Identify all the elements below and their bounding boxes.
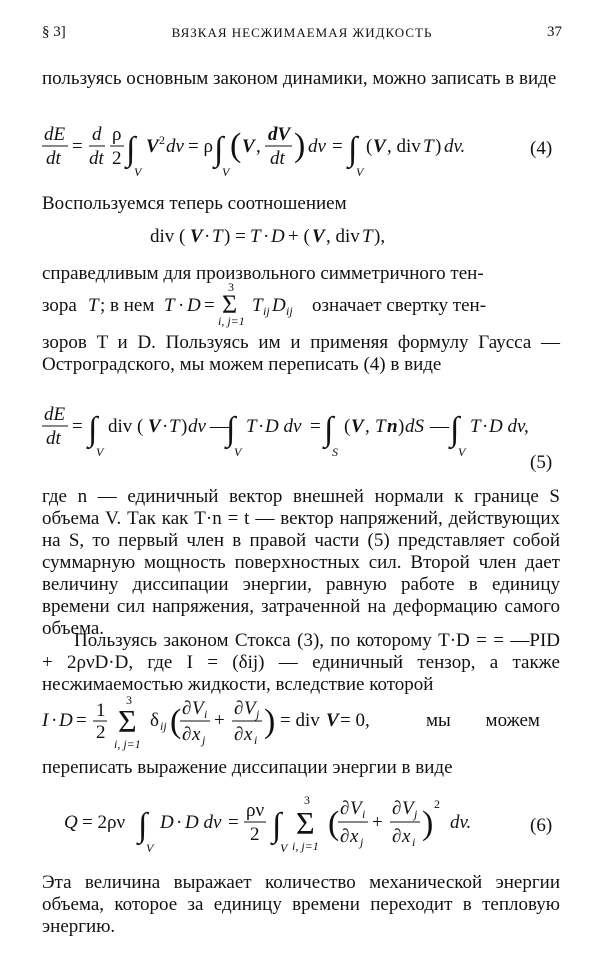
svg-text:=: = (72, 136, 83, 157)
svg-text:dt: dt (270, 148, 285, 169)
svg-text:dv.: dv. (450, 812, 472, 833)
svg-text:Σ: Σ (296, 805, 315, 841)
svg-text:+: + (214, 710, 225, 731)
svg-text:=: = (76, 710, 87, 731)
svg-text:div (: div ( (108, 416, 144, 437)
svg-text:): ) (398, 416, 405, 437)
svg-text:): ) (294, 127, 306, 164)
svg-text:T: T (375, 416, 386, 437)
running-title: ВЯЗКАЯ НЕСЖИМАЕМАЯ ЖИДКОСТЬ (171, 25, 433, 40)
svg-text:V: V (356, 165, 364, 179)
svg-text:·: · (51, 710, 58, 731)
svg-text:dt: dt (89, 148, 104, 169)
svg-text:j: j (414, 807, 418, 821)
svg-text:x: x (244, 724, 253, 745)
svg-text:j: j (360, 835, 364, 849)
svg-text:,: , (365, 416, 370, 437)
svg-text:dv: dv (308, 136, 326, 157)
equation-4 (42, 118, 560, 178)
svg-text:2: 2 (434, 797, 440, 811)
contraction-text-end: означает свертку тен- (312, 295, 487, 316)
svg-text:= 2ρν: = 2ρν (82, 812, 126, 833)
equation-div-relation (150, 218, 470, 252)
svg-text:∫: ∫ (272, 807, 282, 844)
svg-text:I: I (42, 710, 49, 731)
svg-text:=: = (204, 295, 215, 316)
svg-text:3: 3 (304, 793, 310, 807)
svg-text:·: · (176, 812, 183, 833)
svg-text:Σ: Σ (118, 703, 137, 739)
svg-text:(: ( (328, 805, 340, 842)
svg-text:∫: ∫ (126, 131, 136, 168)
svg-text:∂: ∂ (182, 698, 192, 719)
svg-text:∫: ∫ (226, 411, 236, 448)
paragraph-relation-intro: Воспользуемся теперь соотношением (42, 193, 347, 214)
svg-text:·: · (482, 416, 489, 437)
svg-text:ρν: ρν (246, 800, 265, 821)
svg-text:·: · (178, 295, 185, 316)
svg-text:+ (: + ( (288, 226, 310, 247)
paragraph-symmetric-tensor: справедливым для произвольного симметричного тен- (42, 263, 484, 284)
svg-text:j: j (202, 733, 206, 747)
svg-text:2: 2 (250, 824, 260, 845)
svg-text:D dv: D dv (185, 812, 222, 833)
svg-text:Q: Q (64, 812, 78, 833)
svg-text:S: S (332, 445, 338, 459)
svg-text:=: = (332, 136, 343, 157)
page-number: 37 (547, 24, 562, 40)
svg-text:∂: ∂ (340, 826, 350, 847)
svg-text:V: V (148, 416, 161, 437)
contraction-text-start: зора (42, 295, 77, 316)
svg-text:∂: ∂ (392, 798, 402, 819)
svg-text:T: T (212, 226, 223, 247)
svg-text:2: 2 (159, 133, 165, 147)
equation-incompressibility (42, 692, 560, 756)
equation-number-5: (5) (530, 452, 553, 473)
svg-text:, div: , div (387, 136, 421, 157)
svg-text:, div: , div (326, 226, 360, 247)
svg-text:3: 3 (228, 280, 234, 294)
svg-text:·: · (258, 416, 265, 437)
svg-text:ij: ij (263, 304, 270, 318)
svg-text:): ) (264, 703, 276, 740)
svg-text:V: V (244, 698, 256, 719)
svg-text:D: D (187, 295, 201, 316)
svg-text:D dv,: D dv, (489, 416, 529, 437)
svg-text:D: D (272, 295, 286, 316)
svg-text:x: x (350, 826, 359, 847)
svg-text:T: T (362, 226, 373, 247)
paragraph-conclusion: Эта величина выражает количество механической энергии объема, которое за единицу времени переходит в тепловую энергию. (42, 872, 560, 937)
svg-text:dV: dV (268, 124, 291, 145)
paragraph-gauss: зоров T и D. Пользуясь им и применяя формулу Гаусса — Остроградского, мы можем переписать (4) в виде (42, 332, 560, 375)
svg-text:V: V (222, 165, 230, 179)
paragraph-intro: пользуясь основным законом динамики, можно записать в виде (42, 68, 557, 89)
svg-text:ρ: ρ (112, 124, 122, 145)
svg-text:D: D (160, 812, 174, 833)
svg-text:(: ( (230, 127, 242, 164)
svg-text:V: V (350, 798, 362, 819)
svg-text:T: T (252, 295, 263, 316)
svg-text:V: V (192, 698, 204, 719)
svg-text:—: — (210, 416, 229, 437)
svg-text:Σ: Σ (222, 290, 238, 319)
svg-text:V: V (134, 165, 142, 179)
svg-text:dt: dt (46, 148, 61, 169)
svg-text:D dv: D dv (265, 416, 302, 437)
tensor-contraction-line (42, 280, 560, 328)
equation-5 (42, 398, 560, 458)
svg-text:i, j=1: i, j=1 (292, 839, 319, 853)
contraction-text-mid: ; в нем (100, 295, 155, 316)
svg-text:= ρ: = ρ (188, 136, 213, 157)
svg-text:= 0,: = 0, (340, 710, 370, 731)
svg-text:dE: dE (44, 404, 66, 425)
svg-text:T: T (164, 295, 175, 316)
section-marker: § 3] (42, 24, 66, 40)
svg-text:T: T (250, 226, 261, 247)
svg-text:+: + (372, 812, 383, 833)
svg-text:D: D (59, 710, 73, 731)
paragraph-normal-vector: где n — единичный вектор внешней нормали к границе S объема V. Так как T·n = t — вектор напряжений, действующих на S, то первый член в правой части (5) представляет собой суммарную мощность поверхностных сил. Второй член дает величину диссипации энергии, равную работе в единицу времени сил напряжения, затраченной на деформацию самого объема. (42, 486, 560, 639)
svg-text:·: · (162, 416, 169, 437)
svg-text:=: = (310, 416, 321, 437)
svg-text:V: V (326, 710, 339, 731)
svg-text:): ) (422, 805, 434, 842)
svg-text:V: V (146, 841, 154, 855)
svg-text:i: i (362, 807, 366, 821)
svg-text:V: V (280, 841, 288, 855)
svg-text:= div: = div (280, 710, 320, 731)
svg-text:V: V (146, 136, 159, 157)
svg-text:dv: dv (166, 136, 184, 157)
svg-text:ij: ij (286, 304, 293, 318)
svg-text:,: , (256, 136, 261, 157)
svg-text:=: = (228, 812, 239, 833)
svg-text:=: = (72, 416, 83, 437)
svg-text:1: 1 (96, 700, 106, 721)
svg-text:dv: dv (188, 416, 206, 437)
svg-text:V: V (96, 445, 104, 459)
svg-text:∫: ∫ (214, 131, 224, 168)
svg-text:2: 2 (112, 148, 122, 169)
svg-text:n: n (387, 416, 398, 437)
svg-text:x: x (192, 724, 201, 745)
svg-text:∂: ∂ (392, 826, 402, 847)
svg-text:dS: dS (405, 416, 424, 437)
svg-text:2: 2 (96, 722, 106, 743)
svg-text:V: V (402, 798, 414, 819)
svg-text:j: j (256, 707, 260, 721)
svg-text:),: ), (374, 226, 386, 247)
svg-text:d: d (92, 124, 102, 145)
svg-text:V: V (190, 226, 203, 247)
svg-text:∫: ∫ (450, 411, 460, 448)
svg-text:∫: ∫ (324, 411, 334, 448)
svg-text:dv.: dv. (444, 136, 466, 157)
svg-text:∫: ∫ (348, 131, 358, 168)
svg-text:D: D (271, 226, 285, 247)
svg-text:∫: ∫ (138, 807, 148, 844)
svg-text:(: ( (344, 416, 351, 437)
svg-text:V: V (351, 416, 364, 437)
svg-text:dE: dE (44, 124, 66, 145)
running-header (42, 24, 562, 46)
svg-text:i: i (412, 835, 416, 849)
svg-text:): ) (435, 136, 442, 157)
svg-text:(: ( (366, 136, 373, 157)
svg-text:i: i (204, 707, 208, 721)
svg-text:i, j=1: i, j=1 (114, 737, 141, 751)
svg-text:V: V (373, 136, 386, 157)
svg-text:V: V (242, 136, 255, 157)
svg-text:δ: δ (150, 710, 159, 731)
svg-text:) =: ) = (224, 226, 246, 247)
svg-text:dt: dt (46, 428, 61, 449)
svg-text:i: i (254, 733, 258, 747)
paragraph-dissipation-intro: переписать выражение диссипации энергии в виде (42, 757, 453, 778)
svg-text:T: T (169, 416, 180, 437)
svg-text:i, j=1: i, j=1 (218, 314, 245, 328)
paragraph-stokes-law: Пользуясь законом Стокса (3), по которому T·D = = —PID + 2ρνD·D, где I = (δij) — единичный тензор, а также несжимаемостью жидкости, вследствие которой (42, 630, 560, 695)
svg-text:∂: ∂ (340, 798, 350, 819)
svg-text:∂: ∂ (234, 724, 244, 745)
svg-text:): ) (181, 416, 188, 437)
equation-6 (42, 792, 560, 858)
incompressibility-tail-text: мы можем (426, 710, 540, 731)
svg-text:x: x (402, 826, 411, 847)
svg-text:·: · (204, 226, 211, 247)
svg-text:∫: ∫ (88, 411, 98, 448)
svg-text:ij: ij (160, 719, 167, 733)
svg-text:V: V (234, 445, 242, 459)
svg-text:—: — (430, 416, 449, 437)
equation-number-6: (6) (530, 815, 553, 836)
svg-text:div (: div ( (150, 226, 186, 247)
svg-text:T: T (88, 295, 99, 316)
equation-number-4: (4) (530, 138, 553, 159)
svg-text:V: V (312, 226, 325, 247)
svg-text:3: 3 (126, 693, 132, 707)
svg-text:V: V (458, 445, 466, 459)
svg-text:(: ( (170, 703, 182, 740)
svg-text:T: T (470, 416, 481, 437)
svg-text:·: · (263, 226, 270, 247)
svg-text:∂: ∂ (182, 724, 192, 745)
svg-text:T: T (246, 416, 257, 437)
svg-text:∂: ∂ (234, 698, 244, 719)
svg-text:T: T (423, 136, 434, 157)
